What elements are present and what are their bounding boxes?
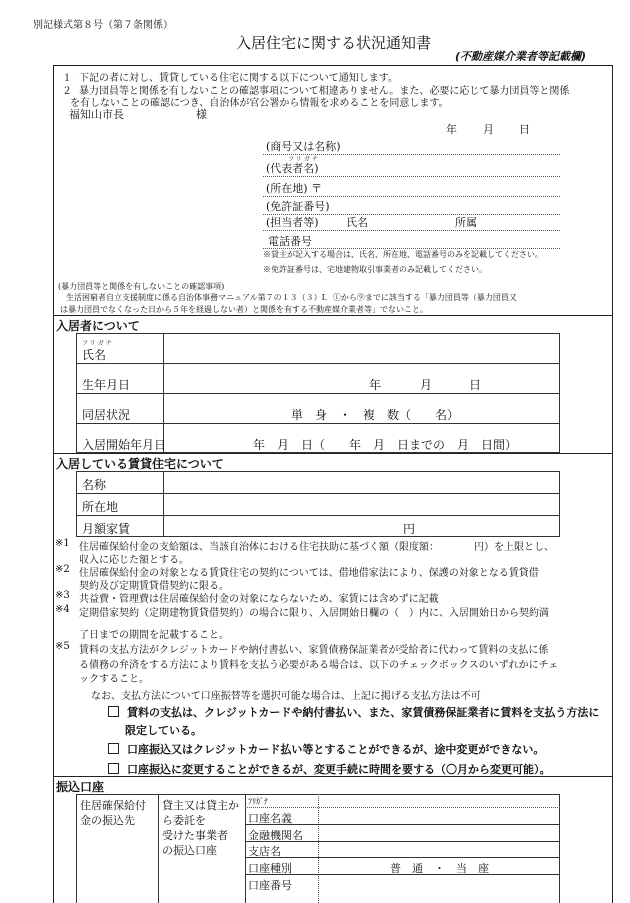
bank-section-title: 振込口座 [56,780,105,794]
phone-label: 電話番号 [268,235,312,248]
note1-line2: 収入に応じた額とする。 [79,555,189,566]
page-subtitle: (不動産媒介業者等記載欄) [455,50,587,63]
checkbox-icon[interactable] [108,763,119,774]
rep-name-label: (代表者名) [266,162,319,175]
resident-birth-label: 生年月日 [82,378,131,392]
bank-name-label: 金融機関名 [248,829,303,842]
bank-dest-line2: 金の振込先 [80,814,135,827]
resident-start-value: 年 月 日（ 年 月 日までの 月 日間） [253,438,518,452]
license-label: (免許証番号) [266,200,330,213]
note2-line2: 契約及び定期賃貸借契約に限る。 [79,581,229,592]
note5-line2: る債務の弁済をする方法により賃料を支払う必要がある場合は、以下のチェックボックスのいずれかにチェ [79,660,559,671]
housing-rent-unit: 円 [403,522,416,536]
checkbox-icon[interactable] [108,706,119,717]
birth-month: 月 [420,378,433,392]
gang-check-line2: は暴力団員でなくなった日から５年を経過しない者）と関係を有する不動産媒介業者等」でないこと。 [60,305,428,314]
note2-line1: 住居確保給付金の対象となる賃貸住宅の契約については、借地借家法により、保護の対象となる賃貸借 [79,568,539,579]
applicant-note1: ※貸主が記入する場合は、氏名、所在地、電話番号のみを記載してください。 [263,250,543,259]
applicant-note2: ※免許証番号は、宅地建物取引事業者のみ記載してください。 [263,265,487,274]
payment-option-2[interactable]: 口座振込又はクレジットカード払い等とすることができるが、途中変更ができない。 [108,741,544,757]
birth-day: 日 [469,378,482,392]
date-month: 月 [483,123,494,136]
bank-agent-line3: 受けた事業者 [162,829,228,842]
resident-household-label: 同居状況 [82,408,131,422]
bank-agent-line2: ら委託を [162,814,206,827]
intro-item1: 下記の者に対し、賃貸している住宅に関する以下について通知します。 [79,73,398,84]
bank-type-value: 普 通 ・ 当 座 [390,862,489,875]
bank-number-label: 口座番号 [248,879,292,892]
contact-dept-label: 所属 [455,216,477,229]
resident-household-value: 単 身 ・ 複 数（ 名） [291,408,460,422]
note5-mark: ※5 [55,641,70,652]
housing-name-label: 名称 [82,478,107,492]
bank-type-label: 口座種別 [248,862,292,875]
note2-mark: ※2 [55,564,70,575]
resident-start-label: 入居開始年月日 [82,438,167,452]
gang-check-heading: (暴力団員等と関係を有しないことの確認事項) [58,282,225,291]
resident-name-label: 氏名 [82,348,107,362]
address-label: (所在地) 〒 [266,182,323,195]
resident-name-ruby: フリガナ [82,340,114,347]
bank-branch-label: 支店名 [248,845,281,858]
checkbox-icon[interactable] [108,743,119,754]
trade-name-label: (商号又は名称) [266,140,341,153]
intro-item2-line2: を有しないことの確認につき、自治体が官公署から情報を求めることを同意します。 [70,98,449,109]
intro-item2-no: ２ [62,86,72,97]
resident-section-title: 入居者について [56,319,140,333]
note1-line1: 住居確保給付金の支給額は、当該自治体における住宅扶助に基づく額（限度額： 円）を上限とし、 [79,542,554,553]
rep-ruby: フリガナ [288,156,320,163]
date-year: 年 [446,123,457,136]
housing-address-label: 所在地 [82,500,119,514]
housing-rent-label: 月額家賃 [82,522,131,536]
note3-mark: ※3 [55,590,70,601]
note-extra: なお、支払方法について口座振替等を選択可能な場合は、上記に掲げる支払方法は不可 [91,691,481,702]
contact-name-label: 氏名 [346,216,368,229]
bank-agent-line4: の振込口座 [162,844,217,857]
intro-item2-line1: 暴力団員等と関係を有しないことの確認事項について相違ありません。また、必要に応じて暴力団員等と関係 [79,86,570,97]
note3-line1: 共益費・管理費は住居確保給付金の対象にならないため、家賃には含めずに記載 [79,594,439,605]
note4-line2: 了日までの期間を記載すること。 [79,630,229,641]
housing-section-title: 入居している賃貸住宅について [56,457,224,471]
bank-ruby-label: ﾌﾘｶﾞﾅ [248,797,268,806]
gang-check-line1: 生活困窮者自立支援制度に係る自治体事務マニュアル第７の１３（３）Ⅰ．①から⑨までに該当する「暴力団員等（暴力団員又 [66,293,517,302]
note4-mark: ※4 [55,604,70,615]
page-title: 入居住宅に関する状況通知書 [236,34,432,52]
payment-option-1-line2: 限定している。 [125,724,202,737]
addressee: 福知山市長 [69,108,124,121]
form-number: 別記様式第８号（第７条関係） [33,20,173,31]
contact-person-label: (担当者等) [266,216,319,229]
payment-option-1[interactable]: 賃料の支払は、クレジットカードや納付書払い、また、家賃債務保証業者に賃料を支払う方法に [108,704,599,720]
payment-option-3[interactable]: 口座振込に変更することができるが、変更手続に時間を要する（〇月から変更可能）。 [108,761,551,777]
note4-line1: 定期借家契約（定期建物賃貸借契約）の場合に限り、入居開始日欄の（ ）内に、入居開始日から契約満 [79,608,549,619]
birth-year: 年 [369,378,382,392]
bank-agent-line1: 貸主又は貸主か [162,799,239,812]
addressee-suffix: 様 [196,108,207,121]
bank-holder-label: 口座名義 [248,812,292,825]
date-day: 日 [519,123,530,136]
note1-mark: ※1 [55,538,70,549]
note5-line1: 賃料の支払方法がクレジットカードや納付書払い、家賃債務保証業者が受給者に代わって賃料の支払に係 [79,645,549,656]
bank-dest-line1: 住居確保給付 [80,799,146,812]
housing-table [76,471,560,537]
note5-line3: ックすること。 [79,674,149,685]
intro-item1-no: １ [62,73,72,84]
